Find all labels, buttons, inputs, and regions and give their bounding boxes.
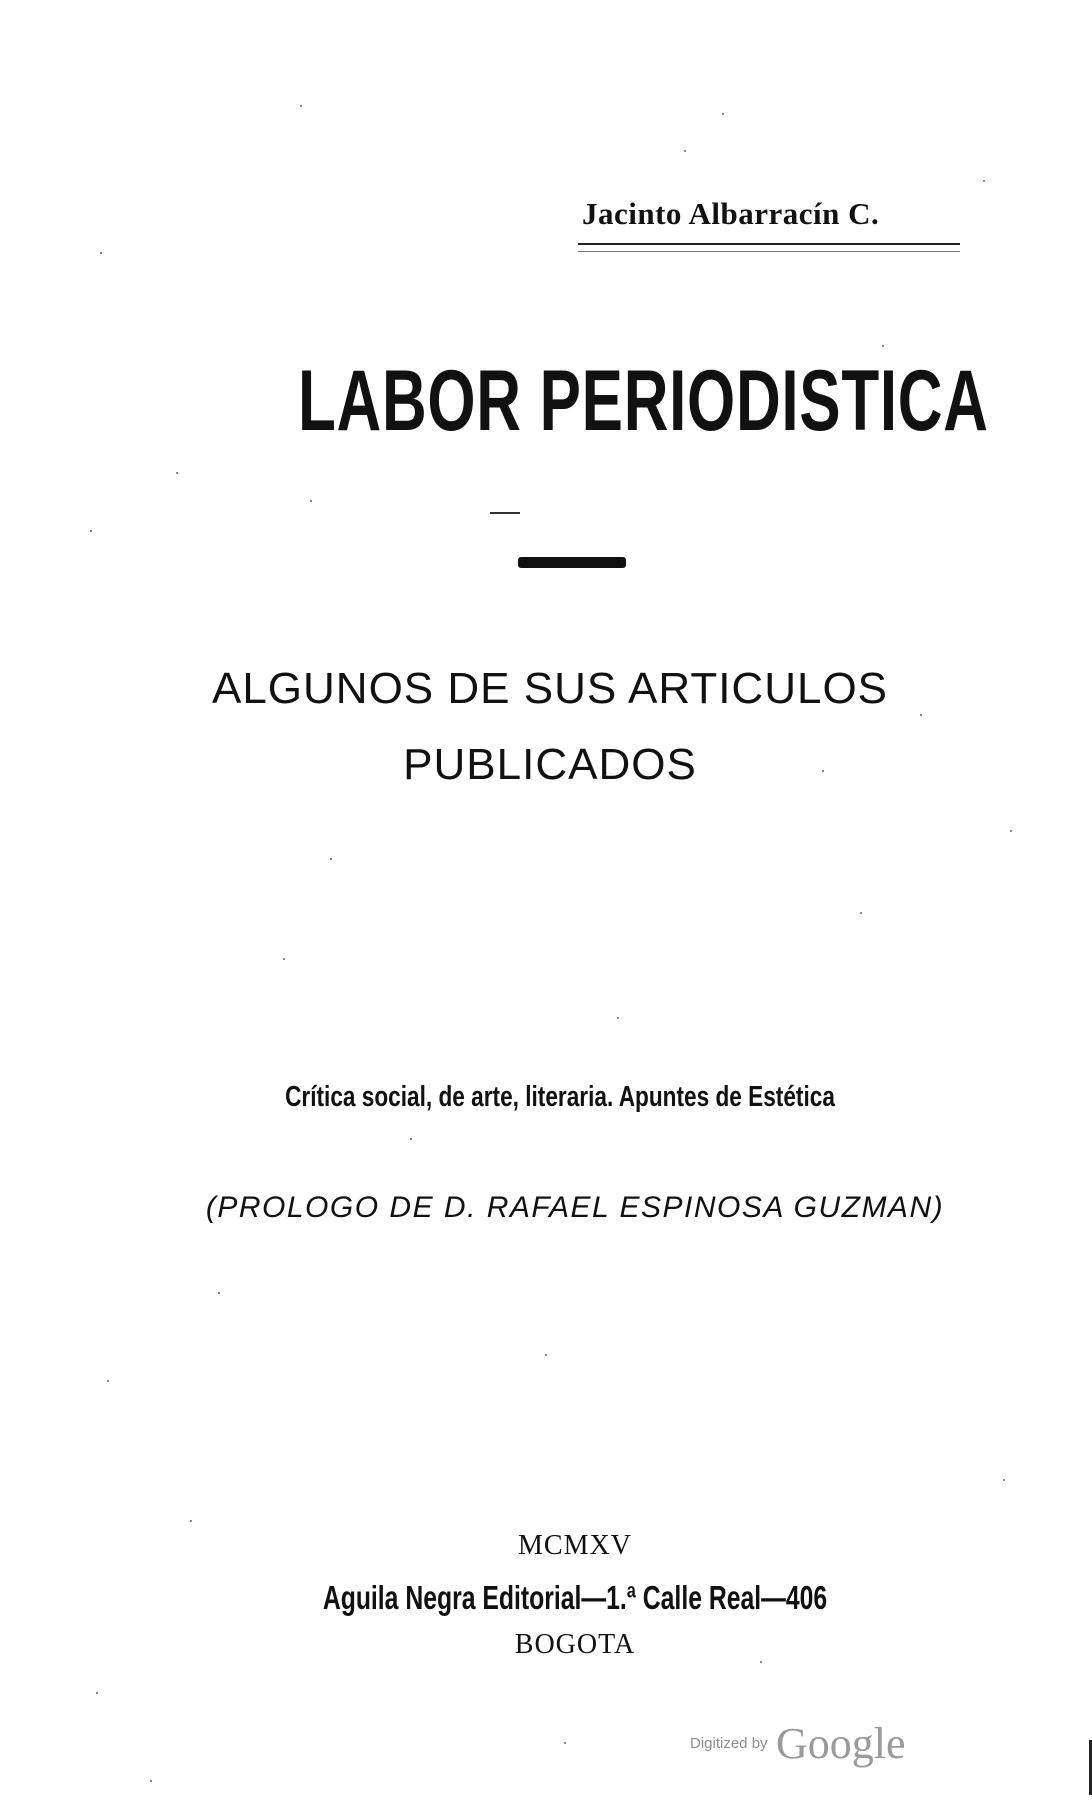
scan-speck <box>300 105 302 107</box>
book-title: LABOR PERIODISTICA <box>298 353 989 449</box>
scan-speck <box>283 958 285 960</box>
scan-speck <box>190 1520 192 1522</box>
author-underline <box>578 243 960 245</box>
subtitle-line-1: ALGUNOS DE SUS ARTICULOS <box>211 664 889 713</box>
subtitle-line-2: PUBLICADOS <box>403 740 697 789</box>
scan-speck <box>150 1780 152 1782</box>
prologue-line: (PROLOGO DE D. RAFAEL ESPINOSA GUZMAN) <box>205 1191 945 1224</box>
scan-speck <box>545 1354 547 1356</box>
scan-speck <box>1003 1479 1005 1481</box>
author-name: Jacinto Albarracín C. <box>582 196 880 231</box>
scan-speck <box>330 858 332 860</box>
scan-speck <box>860 912 862 914</box>
scan-speck <box>100 252 102 254</box>
scan-speck <box>410 1138 412 1140</box>
scan-speck <box>90 530 92 532</box>
google-logo: Google <box>776 1719 906 1768</box>
scan-speck <box>722 113 724 115</box>
publisher-line: Aguila Negra Editorial—1.ª Calle Real—406 <box>322 1579 828 1616</box>
digitization-watermark <box>690 1718 950 1769</box>
scan-speck <box>822 770 824 772</box>
scan-speck <box>983 180 985 182</box>
scan-speck <box>96 1692 98 1694</box>
scan-speck <box>107 1380 109 1382</box>
ornament-dash <box>490 512 520 514</box>
publication-year: MCMXV <box>518 1530 632 1561</box>
scan-speck <box>1010 830 1012 832</box>
scan-speck <box>218 1292 220 1294</box>
scan-speck <box>920 714 922 716</box>
scan-speck <box>310 500 312 502</box>
ornament-rule <box>518 557 626 568</box>
scan-speck <box>882 345 884 347</box>
watermark-prefix: Digitized by <box>690 1735 768 1752</box>
scan-speck <box>760 1661 762 1663</box>
scan-speck <box>176 472 178 474</box>
scan-speck <box>617 1017 619 1019</box>
publication-city: BOGOTA <box>514 1629 636 1660</box>
author-underline-thin <box>578 251 960 252</box>
topics-line: Crítica social, de arte, literaria. Apuntes de Estética <box>285 1081 835 1113</box>
scan-speck <box>684 150 686 152</box>
scan-speck <box>564 1742 566 1744</box>
